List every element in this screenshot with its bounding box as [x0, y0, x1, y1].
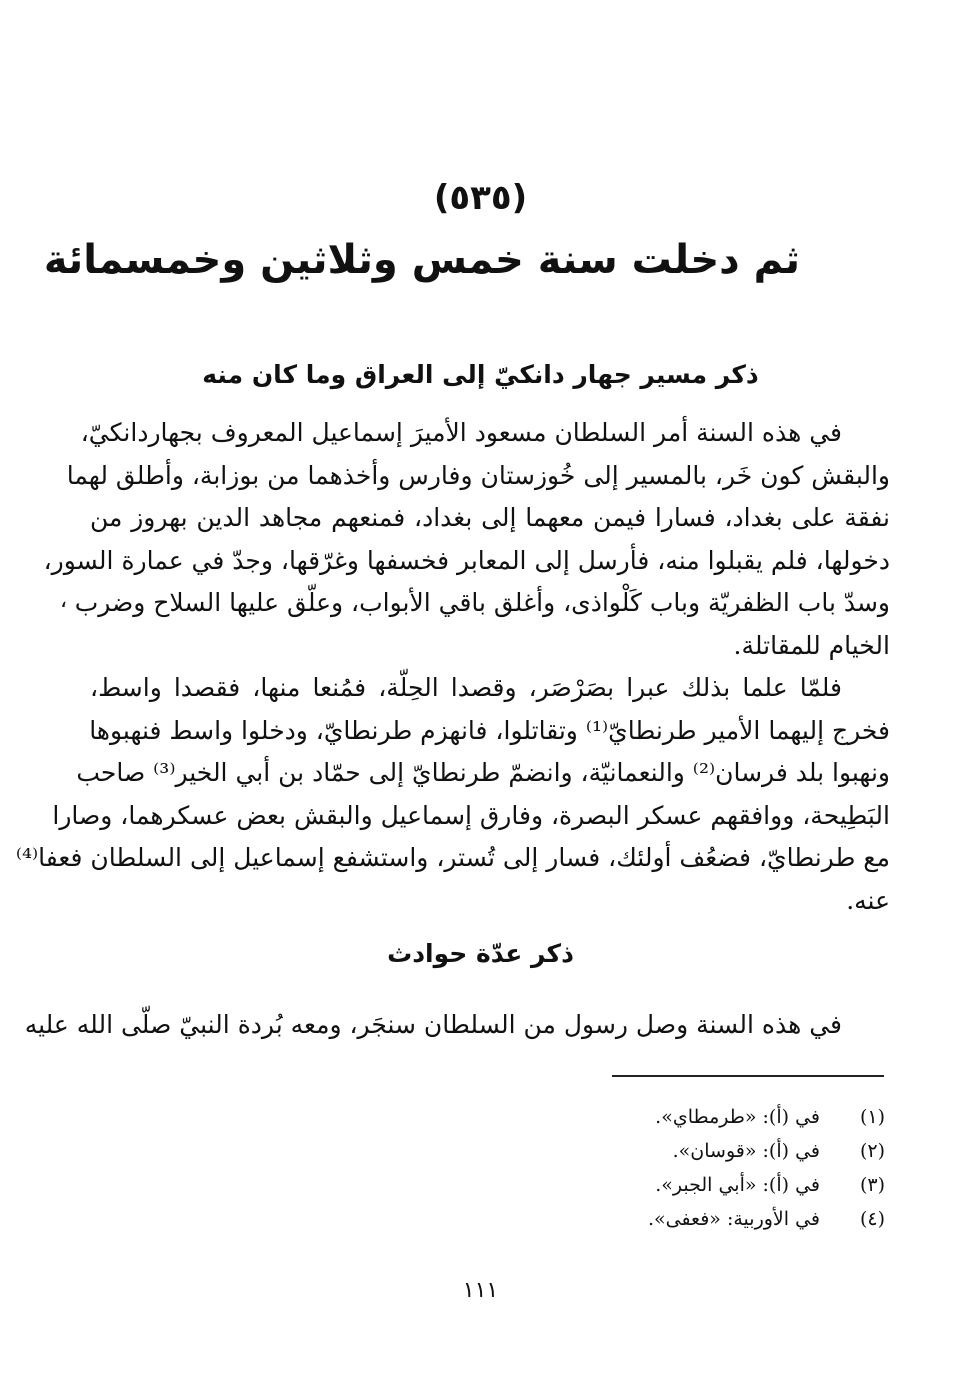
paragraph [24, 1004, 890, 1047]
text-line: الخيام للمقاتلة. [733, 630, 890, 660]
text-line: فخرج إليهما الأمير طرنطايّ⁽¹⁾ وتقاتلوا، فانهزم طرنطايّ، ودخلوا واسط فنهبوها [89, 715, 890, 745]
footnote-number: (١) [859, 1106, 885, 1128]
footnote [400, 1134, 885, 1168]
footnote [400, 1100, 885, 1134]
text-line: وسدّ باب الظفريّة وباب كَلْواذى، وأغلق باقي الأبواب، وعلّق عليها السلاح وضرب [74, 588, 890, 617]
section-heading: ذكر عدّة حوادث [387, 939, 574, 968]
paragraph [15, 667, 890, 922]
section-heading: ذكر مسير جهار دانكيّ إلى العراق وما كان منه [202, 360, 759, 389]
footnote-number: (٤) [859, 1208, 885, 1230]
text-line: مع طرنطايّ، فضعُف أولئك، فسار إلى تُستر، واستشفع إسماعيل إلى السلطان فعفا⁽⁴⁾ [15, 843, 890, 872]
page-number: ١١١ [462, 1278, 499, 1303]
footnote-text: في (أ): «قوسان». [672, 1140, 820, 1162]
footnote-divider [612, 1075, 884, 1077]
text-line: والبقش كون خَر، بالمسير إلى خُوزستان وفارس وأخذهما من بوزابة، وأطلق لهما [66, 460, 890, 490]
paragraph [43, 412, 890, 667]
year-title: ثم دخلت سنة خمس وثلاثين وخمسمائة [43, 237, 800, 283]
footnote-number: (٢) [859, 1140, 885, 1162]
text-line: في هذه السنة أمر السلطان مسعود الأميرَ إسماعيل المعروف بجهاردانكيّ، [80, 418, 842, 447]
year-number: (٥٣٥) [433, 178, 528, 218]
text-line: عنه. [846, 885, 890, 915]
footnote-text: في (أ): «أبي الجبر». [655, 1174, 820, 1196]
footnotes [400, 1100, 885, 1236]
text-line: فلمّا علما بذلك عبرا بصَرْصَر، وقصدا الحِلّة، فمُنعا منها، فقصدا واسط، [90, 673, 842, 702]
footnote [400, 1202, 885, 1236]
text-line: في هذه السنة وصل رسول من السلطان سنجَر، ومعه بُردة النبيّ صلّى الله عليه [24, 1010, 842, 1039]
footnote-number: (٣) [859, 1174, 885, 1196]
text-line: دخولها، فلم يقبلوا منه، فأرسل إلى المعابر فخسفها وغرّقها، وجدّ في عمارة السور، [43, 545, 890, 575]
text-line: نفقة على بغداد، فسارا فيمن معهما إلى بغداد، فمنعهم مجاهد الدين بهروز من [90, 503, 890, 532]
footnote-text: في (أ): «طرمطاي». [655, 1106, 820, 1128]
footnote-text: في الأوربية: «فعفى». [647, 1208, 820, 1230]
text-line: ونهبوا بلد فرسان⁽²⁾ والنعمانيّة، وانضمّ طرنطايّ إلى حمّاد بن أبي الخير⁽³⁾ صاحب [76, 758, 890, 787]
text-line: البَطِيحة، ووافقهم عسكر البصرة، وفارق إسماعيل والبقش بعض عسكرهما، وصارا [52, 800, 890, 830]
margin-mark: ، [60, 588, 68, 613]
footnote [400, 1168, 885, 1202]
